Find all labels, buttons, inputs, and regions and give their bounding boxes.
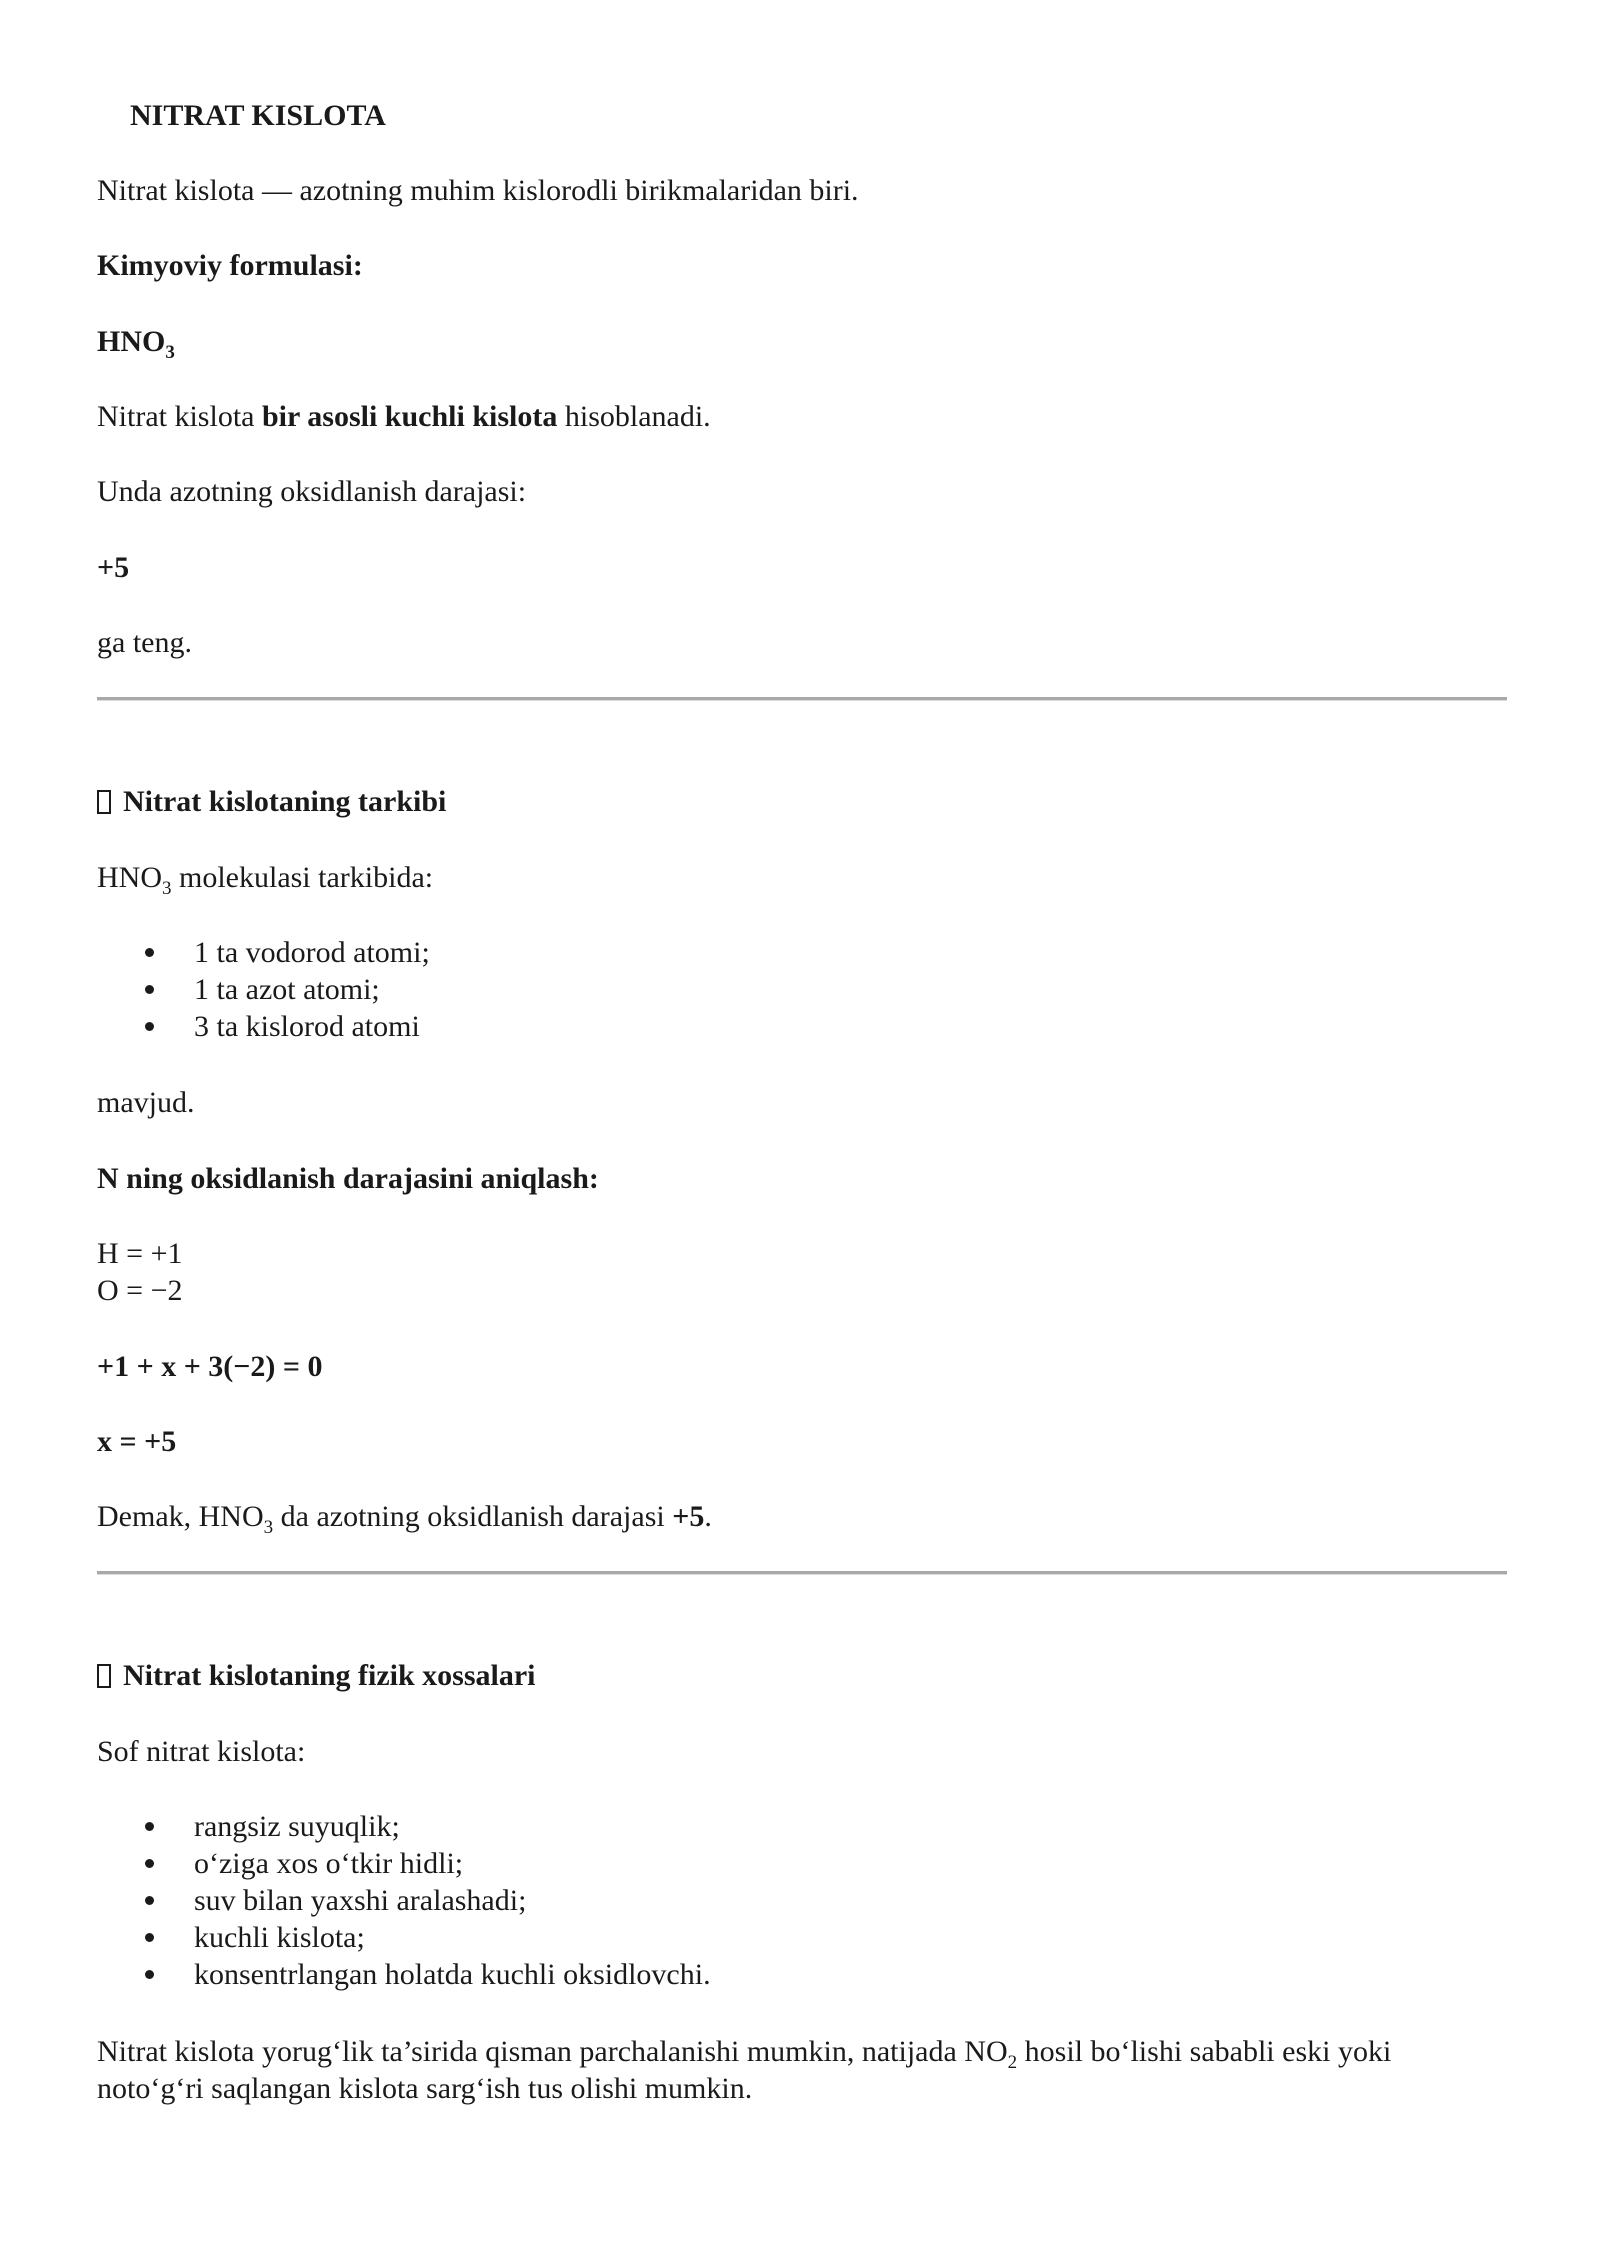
bullet-icon (145, 1933, 154, 1942)
conclusion-paragraph (97, 1498, 712, 1538)
composition-intro (97, 859, 434, 899)
physical-note-line-2: noto‘g‘ri saqlangan kislota sarg‘ish tus olishi mumkin. (97, 2072, 753, 2105)
strength-suffix: hisoblanadi. (557, 400, 711, 433)
section-heading-text: Nitrat kislotaning tarkibi (123, 785, 447, 818)
formula-subscript: 3 (165, 342, 175, 363)
formula-heading: Kimyoviy formulasi: (97, 249, 363, 282)
equation-result: x = +5 (97, 1425, 177, 1458)
physical-intro: Sof nitrat kislota: (97, 1735, 306, 1768)
bullet-icon (145, 1822, 154, 1831)
conclusion-suffix: . (704, 1500, 712, 1533)
strength-paragraph (97, 398, 711, 435)
strength-prefix: Nitrat kislota (97, 400, 262, 433)
list-item (97, 1008, 430, 1045)
list-item-text: 1 ta vodorod atomi; (194, 936, 430, 969)
list-item (97, 1919, 711, 1956)
document-title: NITRAT KISLOTA (130, 99, 386, 132)
conclusion-bold: +5 (672, 1500, 705, 1533)
oxidation-intro: Unda azotning oksidlanish darajasi: (97, 475, 527, 508)
section-heading-composition (97, 783, 446, 820)
list-item (97, 1882, 711, 1919)
composition-intro-text: molekulasi tarkibida: (171, 861, 434, 894)
strength-bold: bir asosli kuchli kislota (261, 400, 558, 433)
list-item (97, 1808, 711, 1845)
equation: +1 + x + 3(−2) = 0 (97, 1350, 323, 1383)
list-item-text: rangsiz suyuqlik; (194, 1810, 400, 1843)
oxidation-suffix: ga teng. (97, 626, 192, 659)
note-suffix: hosil bo‘lishi sababli eski yoki (1017, 2035, 1392, 2068)
formula-subscript: 3 (263, 1517, 274, 1538)
physical-note-line-1 (97, 2033, 1392, 2073)
composition-list (97, 934, 430, 1045)
bullet-icon (145, 985, 154, 994)
horizontal-divider (97, 697, 1507, 701)
conclusion-middle: da azotning oksidlanish darajasi (273, 1500, 673, 1533)
composition-after: mavjud. (97, 1086, 195, 1119)
section-heading-physical (97, 1657, 536, 1694)
formula-base: HNO (97, 325, 166, 358)
list-item (97, 934, 430, 971)
list-item (97, 971, 430, 1008)
intro-paragraph: Nitrat kislota — azotning muhim kislorodli birikmalaridan biri. (97, 174, 859, 207)
bullet-icon (145, 1022, 154, 1031)
formula-base: HNO (97, 861, 162, 894)
bullet-icon (145, 948, 154, 957)
list-item (97, 1845, 711, 1882)
missing-glyph-icon (97, 1664, 111, 1688)
list-item-text: konsentrlangan holatda kuchli oksidlovchi. (194, 1958, 711, 1991)
list-item-text: suv bilan yaxshi aralashadi; (194, 1884, 527, 1917)
note-prefix: Nitrat kislota yorug‘lik ta’sirida qisman parchalanishi mumkin, natijada NO (97, 2035, 1008, 2068)
list-item (97, 1956, 711, 1993)
list-item-text: o‘ziga xos o‘tkir hidli; (194, 1847, 464, 1880)
bullet-icon (145, 1859, 154, 1868)
oxygen-value: O = −2 (97, 1274, 183, 1307)
bullet-icon (145, 1896, 154, 1905)
conclusion-prefix: Demak, HNO (97, 1500, 264, 1533)
calc-heading: N ning oksidlanish darajasini aniqlash: (97, 1162, 599, 1195)
oxidation-value: +5 (97, 551, 130, 584)
formula-subscript: 2 (1007, 2052, 1018, 2073)
missing-glyph-icon (97, 790, 111, 814)
hydrogen-value: H = +1 (97, 1237, 183, 1270)
bullet-icon (145, 1970, 154, 1979)
horizontal-divider (97, 1571, 1507, 1575)
list-item-text: kuchli kislota; (194, 1921, 365, 1954)
list-item-text: 3 ta kislorod atomi (194, 1010, 420, 1043)
formula-subscript: 3 (162, 878, 172, 899)
physical-list (97, 1808, 711, 1993)
chemical-formula (97, 323, 175, 363)
list-item-text: 1 ta azot atomi; (194, 973, 380, 1006)
section-heading-text: Nitrat kislotaning fizik xossalari (123, 1659, 536, 1692)
